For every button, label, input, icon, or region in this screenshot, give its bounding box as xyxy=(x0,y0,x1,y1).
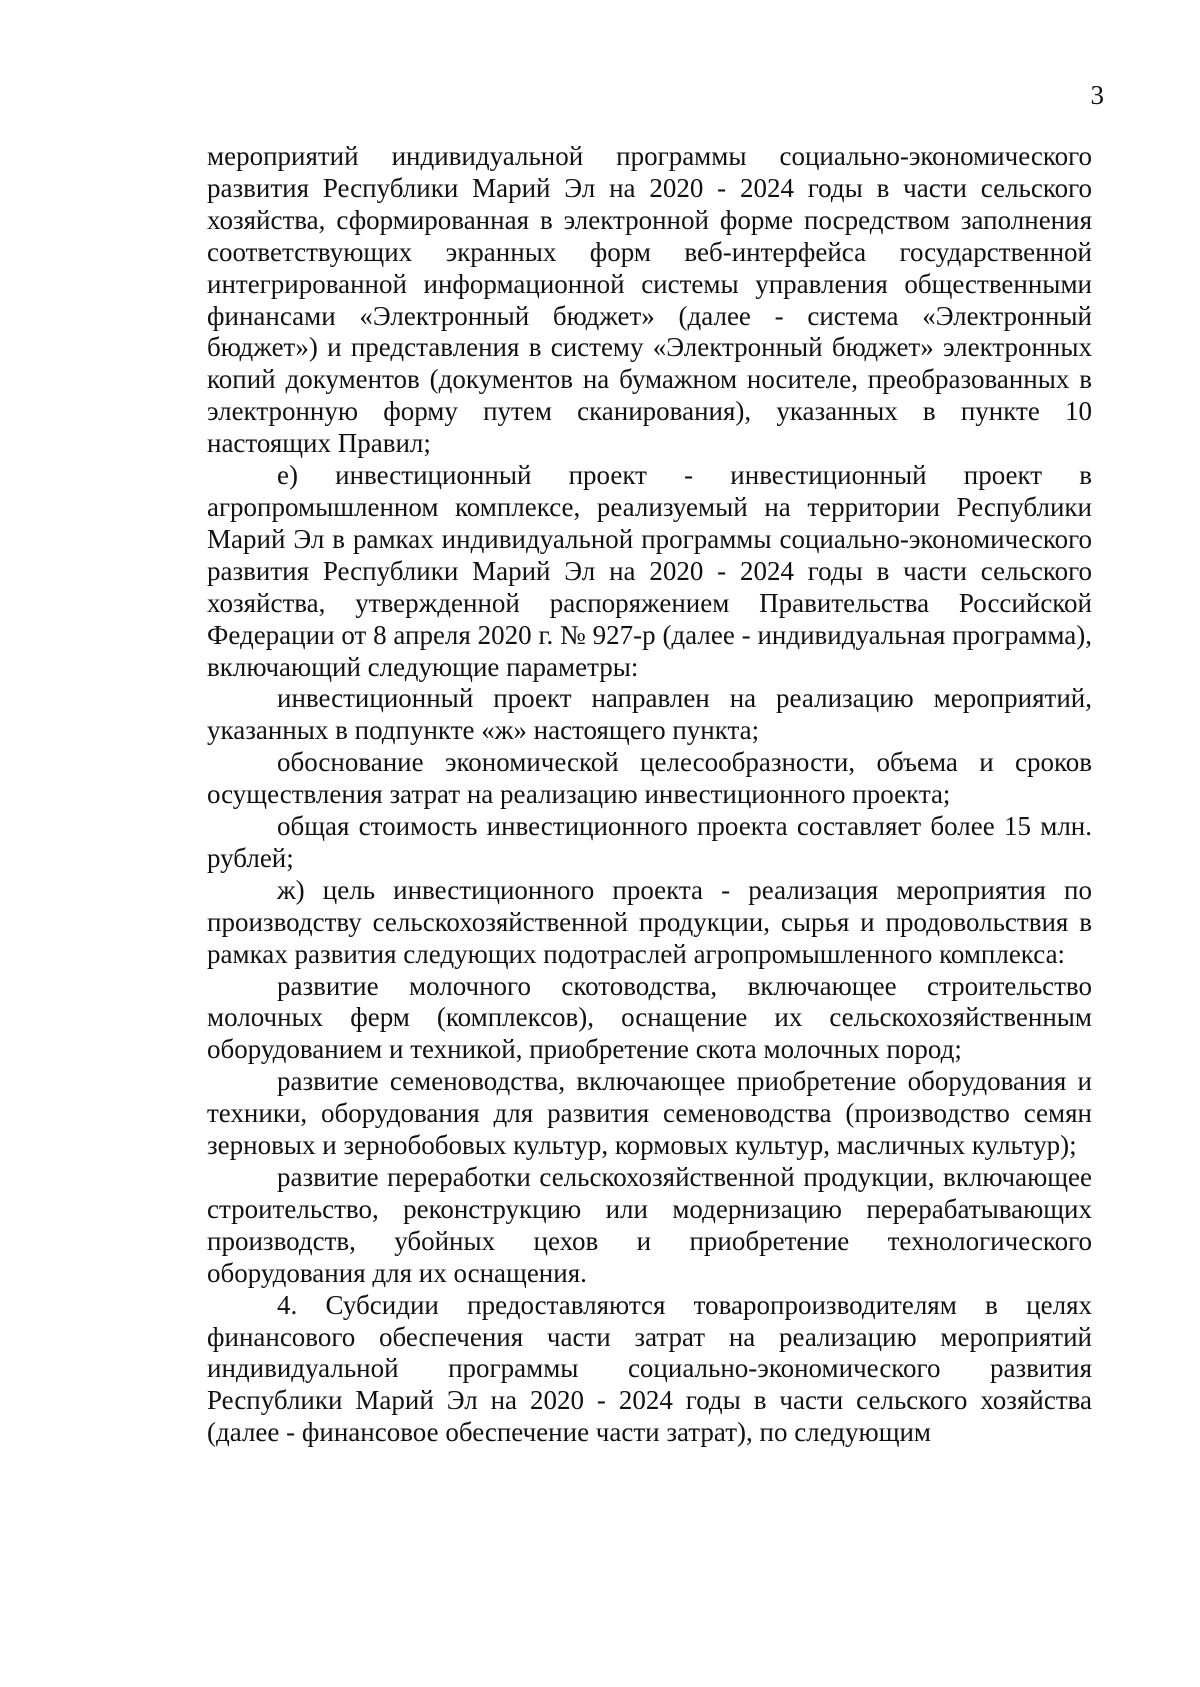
page-number: 3 xyxy=(1090,80,1104,110)
document-body xyxy=(207,141,1092,1449)
paragraph-param-cost: общая стоимость инвестиционного проекта составляет более 15 млн. рублей; xyxy=(207,811,1092,873)
paragraph-dairy: развитие молочного скотоводства, включающее строительство молочных ферм (комплексов), оснащение их сельскохозяйственным оборудованием и техникой, приобретение скота молочных пород; xyxy=(207,970,1092,1065)
paragraph-item-e: е) инвестиционный проект - инвестиционный проект в агропромышленном комплексе, реализуемый на территории Республики Марий Эл в рамках индивидуальной программы социально-экономического развития Республики Марий Эл на 2020 - 2024 годы в части сельского хозяйства, утвержденной распоряжением Правительства Российской Федерации от 8 апреля 2020 г. № 927-р (далее - индивидуальная программа), включающий следующие параметры: xyxy=(207,460,1092,682)
paragraph-continuation: мероприятий индивидуальной программы социально-экономического развития Республики Марий Эл на 2020 - 2024 годы в части сельского хозяйства, сформированная в электронной форме посредством заполнения соответствующих экранных форм веб-интерфейса государственной интегрированной информационной системы управления общественными финансами «Электронный бюджет» (далее - система «Электронный бюджет») и представления в систему «Электронный бюджет» электронных копий документов (документов на бумажном носителе, преобразованных в электронную форму путем сканирования), указанных в пункте 10 настоящих Правил; xyxy=(207,141,1092,459)
paragraph-param-justification: обоснование экономической целесообразности, объема и сроков осуществления затрат на реализацию инвестиционного проекта; xyxy=(207,747,1092,810)
paragraph-processing: развитие переработки сельскохозяйственной продукции, включающее строительство, реконструкцию или модернизацию перерабатывающих производств, убойных цехов и приобретение технологического оборудования для их оснащения. xyxy=(207,1162,1092,1288)
paragraph-item-zh: ж) цель инвестиционного проекта - реализация мероприятия по производству сельскохозяйственной продукции, сырья и продовольствия в рамках развития следующих подотраслей агропромышленного комплекса: xyxy=(207,874,1092,969)
paragraph-section-4: 4. Субсидии предоставляются товаропроизводителям в целях финансового обеспечения части затрат на реализацию мероприятий индивидуальной программы социально-экономического развития Республики Марий Эл на 2020 - 2024 годы в части сельского хозяйства (далее - финансовое обеспечение части затрат), по следующим xyxy=(207,1289,1092,1448)
paragraph-seeds: развитие семеноводства, включающее приобретение оборудования и техники, оборудования для развития семеноводства (производство семян зерновых и зернобобовых культур, кормовых культур, масличных культур); xyxy=(207,1066,1092,1161)
paragraph-param-direction: инвестиционный проект направлен на реализацию мероприятий, указанных в подпункте «ж» настоящего пункта; xyxy=(207,683,1092,746)
